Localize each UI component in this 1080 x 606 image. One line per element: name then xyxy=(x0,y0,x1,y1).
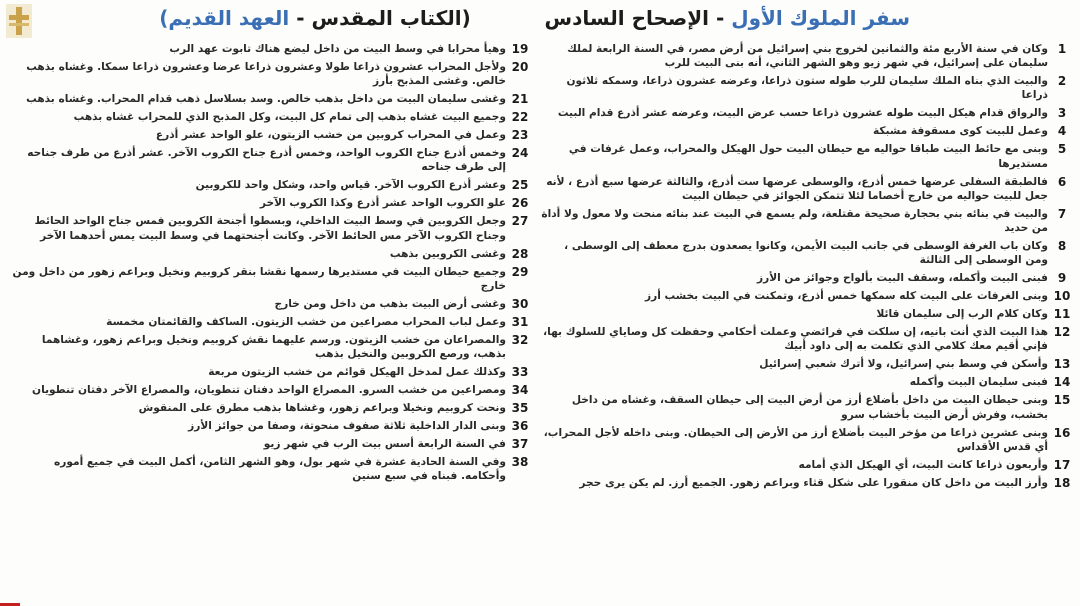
verse-number: 29 xyxy=(511,264,529,279)
verse-number: 3 xyxy=(1057,106,1067,121)
verse-29 xyxy=(6,265,534,293)
verse-number: 6 xyxy=(1057,174,1067,189)
verse-34 xyxy=(6,383,534,397)
verse-38 xyxy=(6,455,534,483)
verse-text: وغشى سليمان البيت من داخل بذهب خالص. وسد بسلاسل ذهب قدام المحراب. وغشاه بذهب xyxy=(26,93,506,106)
verse-text: فبنى سليمان البيت وأكمله xyxy=(909,376,1048,389)
verse-number: 14 xyxy=(1053,375,1071,390)
verse-3 xyxy=(540,106,1076,120)
verse-number: 8 xyxy=(1057,239,1067,254)
verse-text: وجعل الكروبين في وسط البيت الداخلي، وبسطوا أجنحة الكروبين فمس جناح الواحد الحائط وجناح الكروب الآخر مس الحائط الآخر. وكانت أجنحتهما في وسط البيت يمس أحدهما الآخر xyxy=(34,215,506,242)
verse-27 xyxy=(6,214,534,242)
verse-text: في السنة الرابعة أسس بيت الرب في شهر زيو xyxy=(263,438,506,451)
verse-21 xyxy=(6,92,534,106)
verses-column-left xyxy=(6,42,534,487)
verse-19 xyxy=(6,42,534,56)
verse-text: ولأجل المحراب عشرون ذراعا طولا وعشرون ذراعا عرضا وعشرون ذراعا سمكا. وغشاه بذهب خالص. وغشى المذبح بأرز xyxy=(26,61,506,88)
verse-text: وفي السنة الحادية عشرة في شهر بول، وهو الشهر الثامن، أكمل البيت في جميع أموره وأحكامه. فبناه في سبع سنين xyxy=(54,456,506,483)
testament-label: العهد القديم) xyxy=(159,6,290,30)
bible-title xyxy=(150,6,480,30)
verse-text: وعمل في المحراب كروبين من خشب الزيتون، علو الواحد عشر أذرع xyxy=(155,129,506,142)
verse-number: 12 xyxy=(1053,325,1071,340)
verse-text: والمصراعان من خشب الزيتون. ورسم عليهما نقش كروبيم ونخيل وبراعم زهور، وغشاهما بذهب، ورصع الكروبين والنخيل بذهب xyxy=(41,333,506,361)
verse-text: وأسكن في وسط بني إسرائيل، ولا أترك شعبي إسرائيل xyxy=(759,358,1048,371)
verse-11 xyxy=(540,307,1076,321)
verse-23 xyxy=(6,128,534,142)
verse-text: وبنى مع حائط البيت طباقا حواليه مع حيطان البيت حول الهيكل والمحراب، وعمل غرفات في مستديرها xyxy=(568,143,1048,170)
verse-text: وجميع حيطان البيت في مستديرها رسمها نقشا بنقر كروبيم ونخيل وبراعم زهور من داخل ومن خارج xyxy=(12,265,506,292)
verse-4 xyxy=(540,124,1076,138)
verse-35 xyxy=(6,401,534,415)
verse-30 xyxy=(6,297,534,311)
chapter-name: الإصحاح السادس xyxy=(544,6,709,30)
verse-number: 25 xyxy=(511,178,529,193)
verse-1 xyxy=(540,42,1076,70)
verse-number: 21 xyxy=(511,92,529,107)
verse-8 xyxy=(540,239,1076,267)
verse-text: وهيأ محرابا في وسط البيت من داخل ليضع هناك تابوت عهد الرب xyxy=(169,43,506,55)
verse-text: وعمل لباب المحراب مصراعين من خشب الزيتون. الساكف والقائمتان مخمسة xyxy=(106,315,506,328)
verse-number: 28 xyxy=(511,246,529,261)
verse-number: 34 xyxy=(511,383,529,398)
verse-7 xyxy=(540,207,1076,235)
verse-2 xyxy=(540,74,1076,102)
title-separator: - xyxy=(708,6,732,30)
verse-text: وكان كلام الرب إلى سليمان قائلا xyxy=(876,308,1048,321)
verse-text: وأربعون ذراعا كانت البيت، أي الهيكل الذي أمامه xyxy=(798,458,1048,471)
verse-number: 27 xyxy=(511,214,529,229)
verse-5 xyxy=(540,142,1076,170)
verse-number: 1 xyxy=(1057,42,1067,56)
verse-number: 33 xyxy=(511,365,529,380)
verse-number: 20 xyxy=(511,60,529,74)
verse-number: 15 xyxy=(1053,393,1071,408)
verse-26 xyxy=(6,196,534,210)
verse-text: وغشى أرض البيت بذهب من داخل ومن خارج xyxy=(274,297,506,310)
verse-24 xyxy=(6,146,534,174)
verse-text: وجميع البيت غشاه بذهب إلى تمام كل البيت، وكل المذبح الذي للمحراب غشاه بذهب xyxy=(73,111,506,124)
verse-text: والرواق قدام هيكل البيت طوله عشرون ذراعا حسب عرض البيت، وعرضه عشر أذرع قدام البيت xyxy=(557,107,1048,120)
verse-14 xyxy=(540,375,1076,389)
verse-text: فبنى البيت وأكمله، وسقف البيت بألواح وجوائز من الأرز xyxy=(757,272,1048,285)
verse-text: وكان باب الغرفة الوسطى في جانب البيت الأيمن، وكانوا يصعدون بدرج معطف إلى الوسطى ، ومن الوسطى إلى الثالثة xyxy=(564,240,1048,267)
verse-17 xyxy=(540,458,1076,472)
verse-37 xyxy=(6,437,534,451)
book-name: سفر الملوك الأول xyxy=(731,6,910,30)
verse-number: 7 xyxy=(1057,206,1067,221)
verse-number: 32 xyxy=(511,332,529,347)
verse-number: 35 xyxy=(511,401,529,416)
verse-31 xyxy=(6,315,534,329)
verse-33 xyxy=(6,365,534,379)
verse-text: وبنى الدار الداخلية ثلاثة صفوف منحوتة، وصفا من جوائز الأرز xyxy=(188,420,506,433)
verse-text: علو الكروب الواحد عشر أذرع وكذا الكروب الآخر xyxy=(259,197,506,210)
verse-number: 26 xyxy=(511,196,529,211)
verse-number: 2 xyxy=(1057,74,1067,89)
verse-22 xyxy=(6,110,534,124)
verse-number: 38 xyxy=(511,455,529,470)
verse-text: وبنى حيطان البيت من داخل بأضلاع أرز من أرض البيت إلى حيطان السقف، وغشاه من داخل بخشب، وفرش أرض البيت بأخشاب سرو xyxy=(571,394,1048,421)
verse-text: والبيت الذي بناه الملك سليمان للرب طوله ستون ذراعا، وعرضه عشرون ذراعا، وسمكه ثلاثون ذراعا xyxy=(566,75,1048,102)
verse-number: 23 xyxy=(511,128,529,143)
verse-number: 30 xyxy=(511,296,529,311)
verse-number: 10 xyxy=(1053,289,1071,304)
verse-number: 37 xyxy=(511,437,529,452)
bible-title-prefix: (الكتاب المقدس xyxy=(311,6,471,30)
verse-text: هذا البيت الذي أنت بانيه، إن سلكت في فرائضي وعملت أحكامي وحفظت كل وصاياي للسلوك بها، فإني أقيم معك كلامي الذي تكلمت به إلى داود أبيك xyxy=(543,326,1048,353)
verse-text: وأرز البيت من داخل كان منقورا على شكل قثاء وبراعم زهور. الجميع أرز. لم يكن يرى حجر xyxy=(579,476,1048,489)
verse-20 xyxy=(6,60,534,88)
verse-number: 16 xyxy=(1053,425,1071,440)
cross-logo-icon xyxy=(6,4,32,38)
verse-6 xyxy=(540,175,1076,203)
verse-text: وخمس أذرع جناح الكروب الواحد، وخمس أذرع جناح الكروب الآخر. عشر أذرع من طرف جناحه إلى طرف جناحه xyxy=(27,147,506,174)
verse-12 xyxy=(540,325,1076,353)
verse-36 xyxy=(6,419,534,433)
verse-9 xyxy=(540,271,1076,285)
verse-text: وعشر أذرع الكروب الآخر. قياس واحد، وشكل واحد للكروبين xyxy=(195,179,506,192)
verse-number: 31 xyxy=(511,314,529,329)
verse-25 xyxy=(6,178,534,192)
verse-16 xyxy=(540,426,1076,454)
verse-text: فالطبقة السفلى عرضها خمس أذرع، والوسطى عرضها ست أذرع، والثالثة عرضها سبع أذرع ، لأنه جعل للبيت حواليه من خارج أخصاما لئلا تتمكن الجوائز في حيطان البيت xyxy=(546,175,1048,202)
verse-text: وبنى الغرفات على البيت كله سمكها خمس أذرع، وتمكنت في البيت بخشب أرز xyxy=(645,290,1048,303)
verse-text: ونحت كروبيم ونخيلا وبراعم زهور، وغشاها بذهب مطرق على المنقوش xyxy=(138,402,506,415)
verse-text: وبنى عشرين ذراعا من مؤخر البيت بأضلاع أرز من الأرض إلى الحيطان. وبنى داخله لأجل المحراب، أي قدس الأقداس xyxy=(543,426,1048,453)
verse-text: وكذلك عمل لمدخل الهيكل قوائم من خشب الزيتون مربعة xyxy=(208,366,506,379)
verse-32 xyxy=(6,333,534,361)
verse-number: 13 xyxy=(1053,357,1071,372)
verse-number: 4 xyxy=(1057,124,1067,139)
verses-column-right xyxy=(540,42,1076,494)
chapter-title xyxy=(544,6,910,30)
verse-number: 17 xyxy=(1053,457,1071,472)
verse-number: 22 xyxy=(511,110,529,125)
verse-13 xyxy=(540,357,1076,371)
verse-10 xyxy=(540,289,1076,303)
verse-28 xyxy=(6,247,534,261)
verse-text: وكان في سنة الأربع مئة والثمانين لخروج بني إسرائيل من أرض مصر، في السنة الرابعة لملك سليمان على إسرائيل، في شهر زيو وهو الشهر الثاني، أنه بنى البيت للرب xyxy=(567,43,1048,70)
verse-text: وغشى الكروبين بذهب xyxy=(389,247,506,260)
verse-number: 11 xyxy=(1053,307,1071,322)
verse-number: 18 xyxy=(1053,475,1071,490)
verse-18 xyxy=(540,476,1076,490)
verse-number: 9 xyxy=(1057,271,1067,286)
verse-number: 24 xyxy=(511,146,529,161)
verse-number: 19 xyxy=(511,42,529,56)
verse-number: 36 xyxy=(511,419,529,434)
verse-text: والبيت في بنائه بني بحجارة صحيحة مقتلعة، ولم يسمع في البيت عند بنائه منحت ولا معول ولا أداة من حديد xyxy=(541,207,1048,235)
verse-text: وعمل للبيت كوى مسقوفة مشبكة xyxy=(872,125,1048,138)
verse-15 xyxy=(540,393,1076,421)
verse-text: ومصراعين من خشب السرو. المصراع الواحد دفتان تنطويان، والمصراع الآخر دفتان تنطويان xyxy=(32,384,506,397)
title-separator: - xyxy=(289,6,312,30)
verse-number: 5 xyxy=(1057,142,1067,157)
